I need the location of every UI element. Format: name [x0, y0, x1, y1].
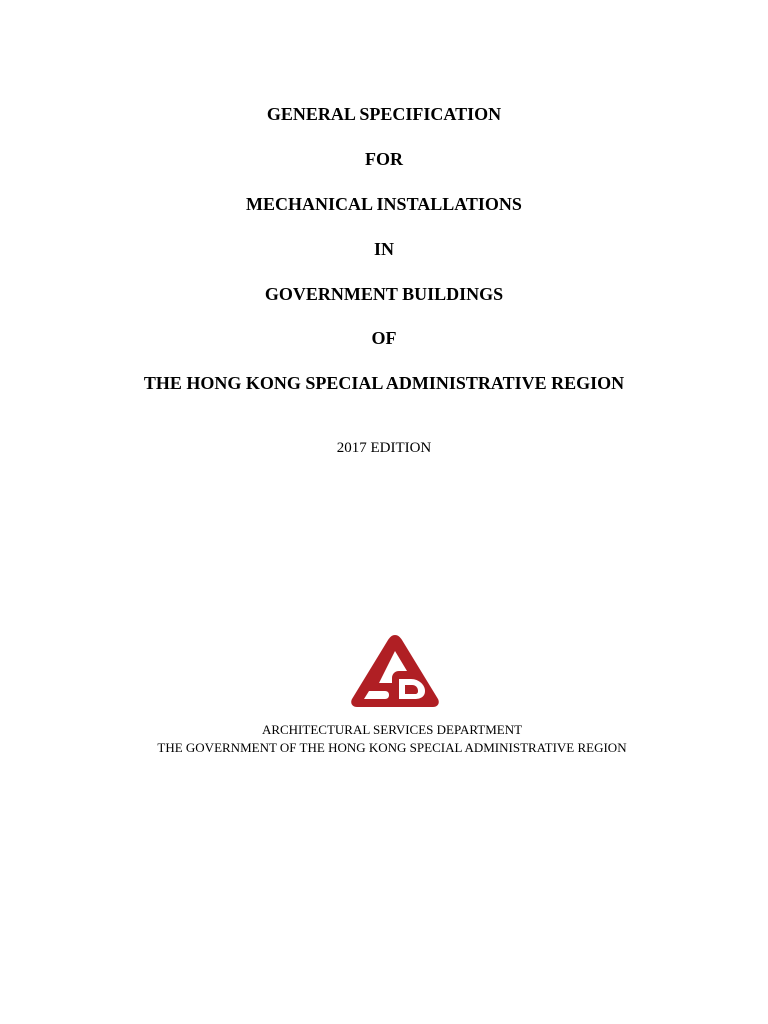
- title-line-1: GENERAL SPECIFICATION: [266, 104, 502, 124]
- title-line-3: MECHANICAL INSTALLATIONS: [246, 194, 522, 214]
- department-name: ARCHITECTURAL SERVICES DEPARTMENT: [261, 722, 523, 737]
- title-line-6: OF: [371, 328, 397, 348]
- title-line-4: IN: [373, 239, 394, 259]
- title-line-5: GOVERNMENT BUILDINGS: [264, 284, 504, 304]
- title-line-2: FOR: [365, 149, 403, 169]
- asd-logo-icon: [349, 633, 441, 709]
- government-name: THE GOVERNMENT OF THE HONG KONG SPECIAL ADMINISTRATIVE REGION: [157, 740, 627, 755]
- title-line-7: THE HONG KONG SPECIAL ADMINISTRATIVE REGION: [143, 373, 625, 393]
- edition-label: 2017 EDITION: [336, 440, 432, 456]
